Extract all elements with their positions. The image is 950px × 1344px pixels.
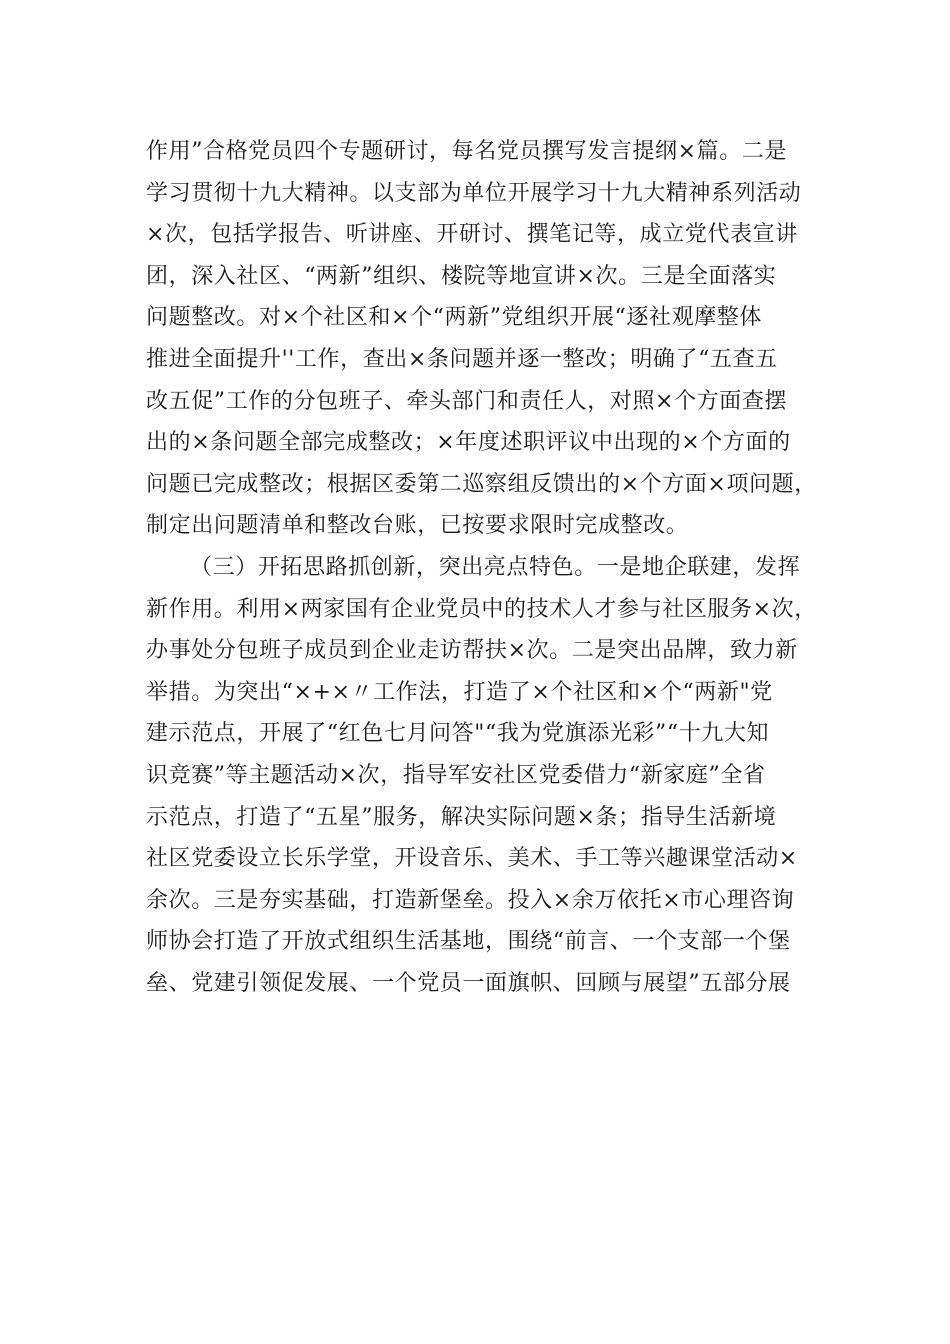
text-line: 问题已完成整改；根据区委第二巡察组反馈出的×个方面×项问题，	[146, 471, 817, 497]
text-line: 出的×条问题全部完成整改；×年度述职评议中出现的×个方面的	[146, 430, 791, 456]
text-line: ×次，包括学报告、听讲座、开研讨、撰笔记等，成立党代表宣讲	[146, 222, 798, 248]
text-line: 示范点，打造了“五星”服务，解决实际问题×条；指导生活新境	[146, 804, 777, 830]
text-line: 垒、党建引领促发展、一个党员一面旗帜、回顾与展望”五部分展	[146, 970, 791, 996]
text-line: 学习贯彻十九大精神。以支部为单位开展学习十九大精神系列活动	[146, 180, 802, 206]
text-line: 制定出问题清单和整改台账，已按要求限时完成整改。	[146, 513, 689, 539]
text-line: 余次。三是夯实基础，打造新堡垒。投入×余万依托×市心理咨询	[146, 887, 795, 913]
text-line: 新作用。利用×两家国有企业党员中的技术人才参与社区服务×次，	[146, 596, 817, 622]
text-line: 推进全面提升''工作，查出×条问题并逐一整改；明确了“五查五	[146, 346, 778, 372]
text-line: 识竞赛”等主题活动×次，指导军安社区党委借力“新家庭”全省	[146, 762, 766, 788]
text-line: 作用”合格党员四个专题研讨，每名党员撰写发言提纲×篇。二是	[146, 139, 788, 164]
text-line: 社区党委设立长乐学堂，开设音乐、美术、手工等兴趣课堂活动×	[146, 846, 798, 872]
text-line: 改五促”工作的分包班子、牵头部门和责任人，对照×个方面查摆	[146, 388, 788, 414]
text-line: 团，深入社区、“两新”组织、楼院等地宣讲×次。三是全面落实	[146, 263, 777, 289]
text-line: 师协会打造了开放式组织生活基地，围绕“前言、一个支部一个堡	[146, 929, 791, 955]
text-line: 问题整改。对×个社区和×个“两新”党组织开展“逐社观摩整体	[146, 305, 763, 331]
text-line: 办事处分包班子成员到企业走访帮扶×次。二是突出品牌，致力新	[146, 638, 798, 664]
text-line: 建示范点，开展了“红色七月问答"“我为党旗添光彩”“十九大知	[146, 721, 770, 747]
paragraph-start-line: （三）开拓思路抓创新，突出亮点特色。一是地企联建，发挥	[190, 554, 801, 580]
text-line: 举措。为突出“×+×〃工作法，打造了×个社区和×个“两新"党	[146, 679, 773, 705]
body-text	[146, 131, 826, 1004]
